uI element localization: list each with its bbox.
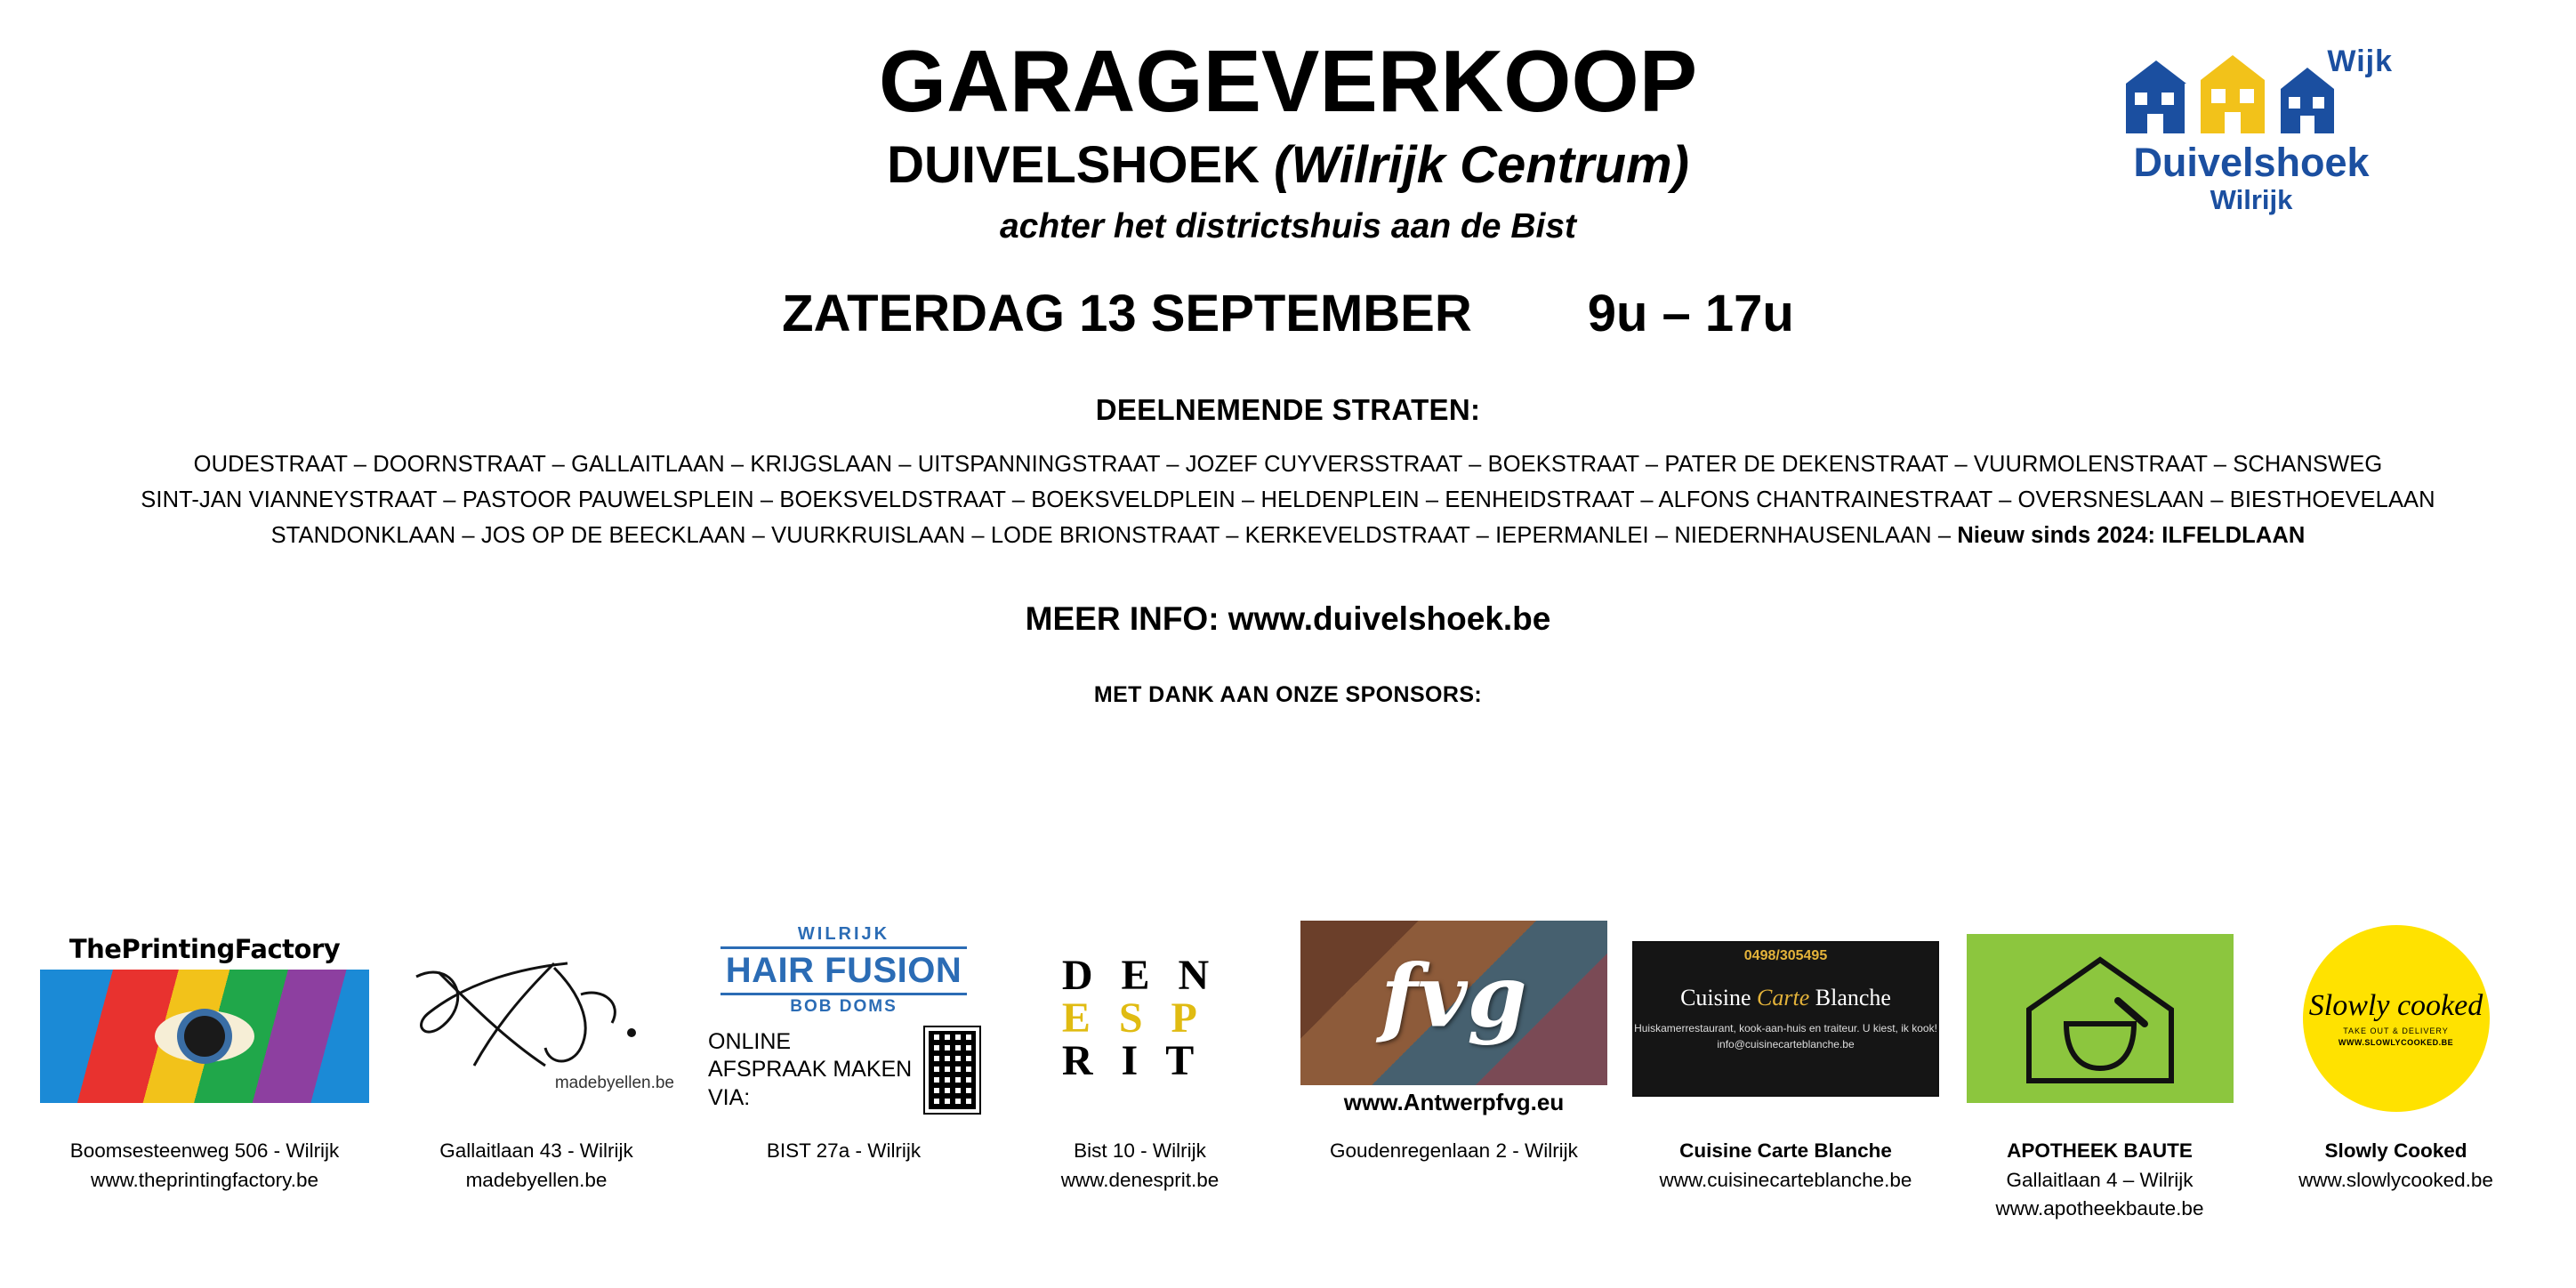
fvg-artwork-icon: [1300, 921, 1607, 1085]
hairfusion-wordmark: HAIR FUSION: [720, 946, 968, 995]
sponsor-apotheekbaute[interactable]: [1964, 907, 2235, 1224]
more-info[interactable]: MEER INFO: www.duivelshoek.be: [1025, 600, 1551, 637]
madebyellen-signature-icon: [390, 941, 683, 1097]
sponsor-address: Bist 10 - Wilrijk: [1074, 1139, 1206, 1162]
denesprit-wordmark: [1062, 954, 1218, 1083]
theprintingfactory-wordmark: ThePrintingFactory: [68, 934, 341, 964]
streets-line-3-plain: STANDONKLAAN – JOS OP DE BEECKLAAN – VUURKRUISLAAN – LODE BRIONSTRAAT – KERKEVELDSTRAAT – IEPERMANLEI – NIEDERNHAUSENLAAN –: [270, 523, 1958, 549]
logo-wijk-label: Wijk: [2327, 44, 2393, 78]
sponsor-logo: [44, 907, 365, 1130]
sponsor-theprintingfactory[interactable]: [44, 907, 365, 1195]
sponsor-caption: [1632, 1137, 1939, 1195]
denesprit-row-2: E S P: [1061, 994, 1206, 1042]
sponsor-logo: [1004, 907, 1276, 1130]
sponsor-logo: [1632, 907, 1939, 1130]
sponsor-caption: [1300, 1137, 1607, 1166]
apotheek-mortar-icon: [1967, 934, 2234, 1103]
sponsor-website[interactable]: madebyellen.be: [465, 1168, 608, 1191]
denesprit-row-3: R I T: [1061, 1037, 1203, 1084]
qr-code-icon[interactable]: [925, 1027, 979, 1113]
cuisinecarteblanche-card-icon: [1632, 941, 1939, 1097]
sponsor-address: Gallaitlaan 4 – Wilrijk: [2006, 1168, 2194, 1191]
sponsor-website[interactable]: www.slowlycooked.be: [2298, 1168, 2493, 1191]
event-date: ZATERDAG 13 SEPTEMBER: [782, 284, 1472, 342]
sponsor-slowlycooked[interactable]: [2260, 907, 2532, 1195]
streets-line-2: SINT-JAN VIANNEYSTRAAT – PASTOOR PAUWELSPLEIN – BOEKSVELDSTRAAT – BOEKSVELDPLEIN – HELDENPLEIN – EENHEIDSTRAAT – ALFONS CHANTRAINESTRAAT – OVERSNESLAAN – BIESTHOEVELAAN: [141, 487, 2435, 513]
sponsor-website[interactable]: www.denesprit.be: [1060, 1168, 1220, 1191]
event-time: 9u – 17u: [1587, 284, 1794, 342]
sponsor-website[interactable]: www.theprintingfactory.be: [91, 1168, 318, 1191]
ccb-details-left: Huiskamerrestaurant, kook-aan-huis en traiteur. U kiest, ik kook!: [1634, 1022, 1937, 1034]
sponsor-address: Boomsesteenweg 506 - Wilrijk: [69, 1139, 340, 1162]
sponsor-title: APOTHEEK BAUTE: [2007, 1139, 2193, 1162]
page-title: GARAGEVERKOOP: [878, 32, 1698, 130]
fvg-website[interactable]: www.Antwerpfvg.eu: [1343, 1089, 1565, 1115]
sponsor-madebyellen[interactable]: [390, 907, 683, 1195]
streets-heading: DEELNEMENDE STRATEN:: [1095, 392, 1481, 426]
sponsor-caption: [1964, 1137, 2235, 1224]
sponsor-hairfusion[interactable]: [708, 907, 979, 1166]
sponsor-denesprit[interactable]: [1004, 907, 1276, 1195]
hairfusion-owner: BOB DOMS: [790, 997, 898, 1016]
streets-list: [0, 447, 2576, 554]
sponsor-title: Cuisine Carte Blanche: [1679, 1139, 1892, 1162]
ccb-details-mail: info@cuisinecarteblanche.be: [1717, 1038, 1855, 1051]
streets-line-3: [0, 518, 2576, 553]
sponsor-title: Slowly Cooked: [2324, 1139, 2467, 1162]
sponsors-heading: MET DANK AAN ONZE SPONSORS:: [1093, 681, 1483, 707]
hairfusion-booking-row: [708, 1027, 979, 1113]
sponsor-logo: [1300, 907, 1607, 1130]
slowlycooked-wordmark: Slowly cooked: [2308, 988, 2483, 1022]
sponsor-caption: [390, 1137, 683, 1195]
eye-icon: [155, 1010, 254, 1062]
iris-icon: [184, 1016, 225, 1057]
sponsor-address: BIST 27a - Wilrijk: [766, 1139, 922, 1162]
sponsor-logo: [1964, 907, 2235, 1130]
logo-houses-icon: [2105, 43, 2398, 141]
subtitle-bold: DUIVELSHOEK: [887, 135, 1260, 194]
ccb-phone: 0498/305495: [1743, 947, 1828, 963]
sponsor-logo: [2260, 907, 2532, 1130]
duivelshoek-logo: [2105, 43, 2398, 216]
sponsor-cuisinecarteblanche[interactable]: [1632, 907, 1939, 1195]
location-line: achter het districtshuis aan de Bist: [999, 206, 1576, 246]
hairfusion-city: WILRIJK: [797, 924, 890, 944]
sponsor-strip: [0, 907, 2576, 1224]
fvg-wordmark: fvg: [1381, 946, 1527, 1047]
sponsor-caption: [708, 1137, 979, 1166]
madebyellen-wordmark: madebyellen.be: [554, 1073, 674, 1092]
sponsor-caption: [44, 1137, 365, 1195]
date-time-row: [0, 284, 2576, 343]
slowlycooked-tagline: TAKE OUT & DELIVERY: [2343, 1026, 2449, 1036]
slowlycooked-badge-icon: [2303, 925, 2490, 1112]
theprintingfactory-artwork-icon: [40, 970, 369, 1103]
ccb-wordmark: Cuisine Carte Blanche: [1680, 985, 1891, 1010]
logo-name: Duivelshoek: [2133, 140, 2370, 185]
sponsor-logo: [708, 907, 979, 1130]
streets-new-2024: Nieuw sinds 2024: ILFELDLAAN: [1957, 523, 2306, 549]
sponsor-address: Goudenregenlaan 2 - Wilrijk: [1330, 1139, 1578, 1162]
ccb-details: [1634, 1020, 1937, 1052]
logo-city: Wilrijk: [2210, 184, 2293, 215]
sponsor-fvg[interactable]: [1300, 907, 1607, 1166]
sponsor-logo: [390, 907, 683, 1130]
slowlycooked-logo-url: WWW.SLOWLYCOOKED.BE: [2338, 1038, 2454, 1048]
sponsor-website[interactable]: www.apotheekbaute.be: [1995, 1197, 2204, 1220]
sponsor-website[interactable]: www.cuisinecarteblanche.be: [1659, 1168, 1912, 1191]
sponsor-address: Gallaitlaan 43 - Wilrijk: [439, 1139, 633, 1162]
hairfusion-cta: ONLINE AFSPRAAK MAKEN VIA:: [708, 1029, 913, 1110]
subtitle-italic: (Wilrijk Centrum): [1274, 135, 1689, 194]
denesprit-row-1: D E N: [1061, 952, 1219, 999]
streets-line-1: OUDESTRAAT – DOORNSTRAAT – GALLAITLAAN – KRIJGSLAAN – UITSPANNINGSTRAAT – JOZEF CUYVERSSTRAAT – BOEKSTRAAT – PATER DE DEKENSTRAAT – VUURMOLENSTRAAT – SCHANSWEG: [193, 451, 2383, 477]
sponsor-caption: [2260, 1137, 2532, 1195]
sponsor-caption: [1004, 1137, 1276, 1195]
